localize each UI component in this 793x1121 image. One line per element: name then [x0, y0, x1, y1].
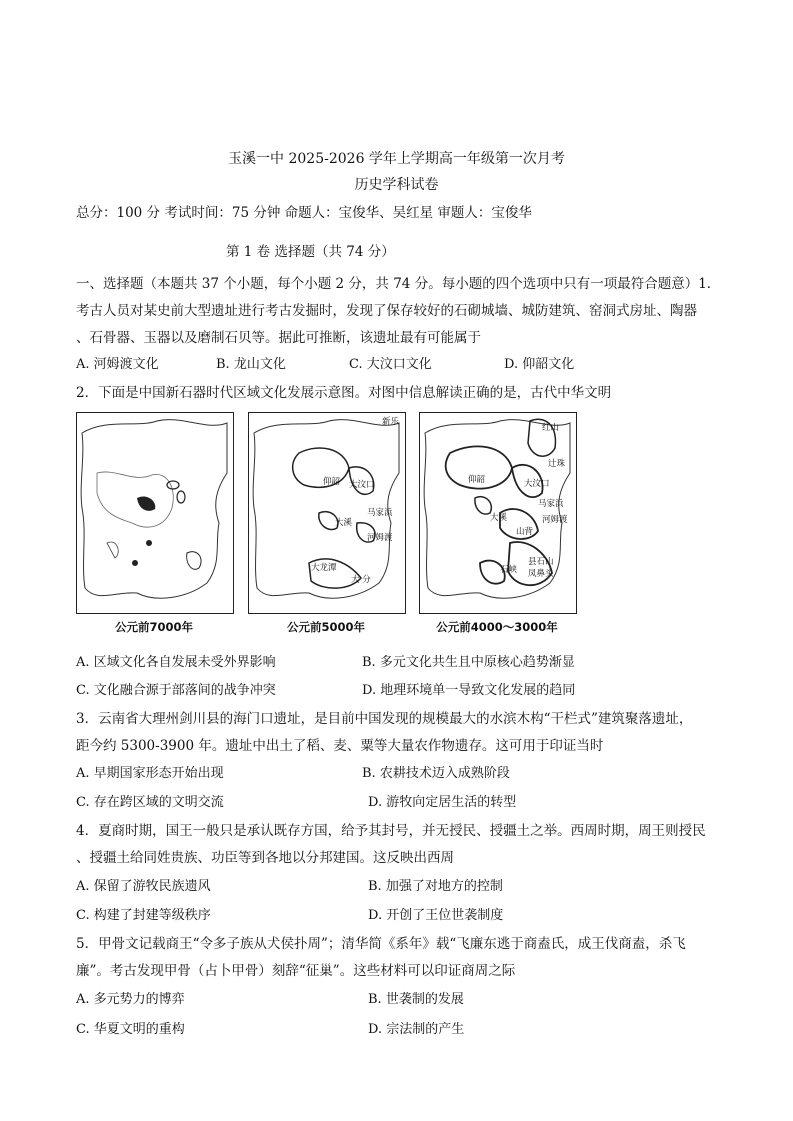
q2-option-d: D. 地理环境单一导致文化发展的趋同 [362, 683, 576, 698]
q4-option-c: C. 构建了封建等级秩序 [76, 908, 211, 923]
q1-line-3: 、石骨器、玉器以及磨制石贝等。据此可推断，该遗址最有可能属于 [76, 330, 481, 346]
q3-option-a: A. 早期国家形态开始出现 [76, 766, 224, 781]
q1-option-d: D. 仰韶文化 [504, 357, 575, 372]
culture-maps [76, 412, 716, 637]
label-majiabang-2: 马家浜 [538, 499, 564, 509]
q5-option-d: D. 宗法制的产生 [368, 1022, 465, 1037]
label-majiabang: 马家浜 [367, 508, 393, 518]
map-4000-3000bc [419, 412, 577, 614]
label-dafen: 大 分 [351, 575, 371, 585]
q3-line-2: 距今约 5300-3900 年。遗址中出土了稻、麦、粟等大量农作物遗存。这可用于印证当时 [76, 738, 604, 754]
q5-option-c: C. 华夏文明的重构 [76, 1022, 185, 1037]
q3-option-c: C. 存在跨区域的文明交流 [76, 795, 224, 810]
map-7000bc [76, 412, 234, 614]
map-5000bc [248, 412, 406, 614]
label-yangshao: 仰韶 [323, 477, 341, 487]
q4-option-a: A. 保留了游牧民族遗风 [76, 879, 211, 894]
q1-option-b: B. 龙山文化 [216, 357, 286, 372]
q5-line-1: 5．甲骨文记载商王“令多子族从犬侯扑周”；清华简《系年》载“飞廉东逃于商盍氏，成王伐商盍，杀飞 [76, 936, 686, 952]
label-hemudu: 河姆渡 [367, 533, 393, 543]
q2-option-c: C. 文化融合源于部落间的战争冲突 [76, 683, 276, 698]
label-dawenkou-2: 大汶口 [524, 479, 550, 489]
label-dawenkou: 大汶口 [349, 480, 375, 490]
label-daxi: 大溪 [335, 518, 353, 528]
q1-option-c: C. 大汶口文化 [349, 357, 432, 372]
q5-option-a: A. 多元势力的博弈 [76, 992, 185, 1007]
label-zhuzhu: 辻珠 [548, 459, 566, 469]
q5-option-b: B. 世袭制的发展 [368, 992, 464, 1007]
exam-meta: 总分：100 分 考试时间：75 分钟 命题人：宝俊华、吴红星 审题人：宝俊华 [76, 205, 532, 221]
label-shixia: 石峡 [500, 565, 518, 575]
q4-line-1: 4．夏商时期，国王一般只是承认既存方国，给予其封号，并无授民、授疆土之举。西周时期，周王则授民 [76, 823, 706, 839]
q4-option-b: B. 加强了对地方的控制 [368, 879, 503, 894]
section-title: 第 1 卷 选择题（共 74 分） [226, 244, 395, 260]
q1-option-a: A. 河姆渡文化 [76, 357, 159, 372]
label-fengbitou: 凤鼻头 [528, 569, 554, 579]
q2-option-a: A. 区域文化各自发展未受外界影响 [76, 655, 276, 670]
q4-line-2: 、授疆土给同姓贵族、功臣等到各地以分邦建国。这反映出西周 [76, 850, 454, 866]
q3-option-b: B. 农耕技术迈入成熟阶段 [362, 766, 510, 781]
label-hemudu-2: 河姆渡 [542, 515, 568, 525]
q2-option-b: B. 多元文化共生且中原核心趋势渐显 [362, 655, 575, 670]
q1-line-1: 一、选择题（本题共 37 个小题，每个小题 2 分，共 74 分。每小题的四个选项中只有一项最符合题意）1． [76, 276, 721, 292]
label-xianshishan: 县石山 [528, 557, 554, 567]
q3-line-1: 3．云南省大理州剑川县的海门口遗址，是目前中国发现的规模最大的水滨木构“干栏式”建筑聚落遗址， [76, 711, 693, 727]
label-hongshan: 红山 [542, 423, 560, 433]
label-yangshao-2: 仰韶 [468, 475, 486, 485]
map-7000bc-caption: 公元前7000年 [114, 620, 193, 634]
q4-option-d: D. 开创了王位世袭制度 [368, 908, 504, 923]
label-dalongtan: 大龙潭 [311, 563, 337, 573]
map-4000-3000bc-caption: 公元前4000～3000年 [436, 620, 558, 634]
label-shanbei: 山背 [516, 527, 534, 537]
q2-stem: 2．下面是中国新石器时代区域文化发展示意图。对图中信息解读正确的是，古代中华文明 [76, 385, 612, 401]
q1-line-2: 考古人员对某史前大型遗址进行考古发掘时，发现了保存较好的石砌城墙、城防建筑、窑洞式房址、陶器 [76, 303, 697, 319]
q3-option-d: D. 游牧向定居生活的转型 [368, 795, 517, 810]
exam-subject: 历史学科试卷 [354, 177, 439, 193]
label-daxi-2: 大溪 [490, 513, 508, 523]
exam-title: 玉溪一中 2025-2026 学年上学期高一年级第一次月考 [228, 151, 565, 167]
map-5000bc-caption: 公元前5000年 [286, 620, 365, 634]
label-xinle: 新乐 [382, 417, 400, 427]
q5-line-2: 廉”。考古发现甲骨（占卜甲骨）刻辞“征巢”。这些材料可以印证商周之际 [76, 963, 516, 979]
